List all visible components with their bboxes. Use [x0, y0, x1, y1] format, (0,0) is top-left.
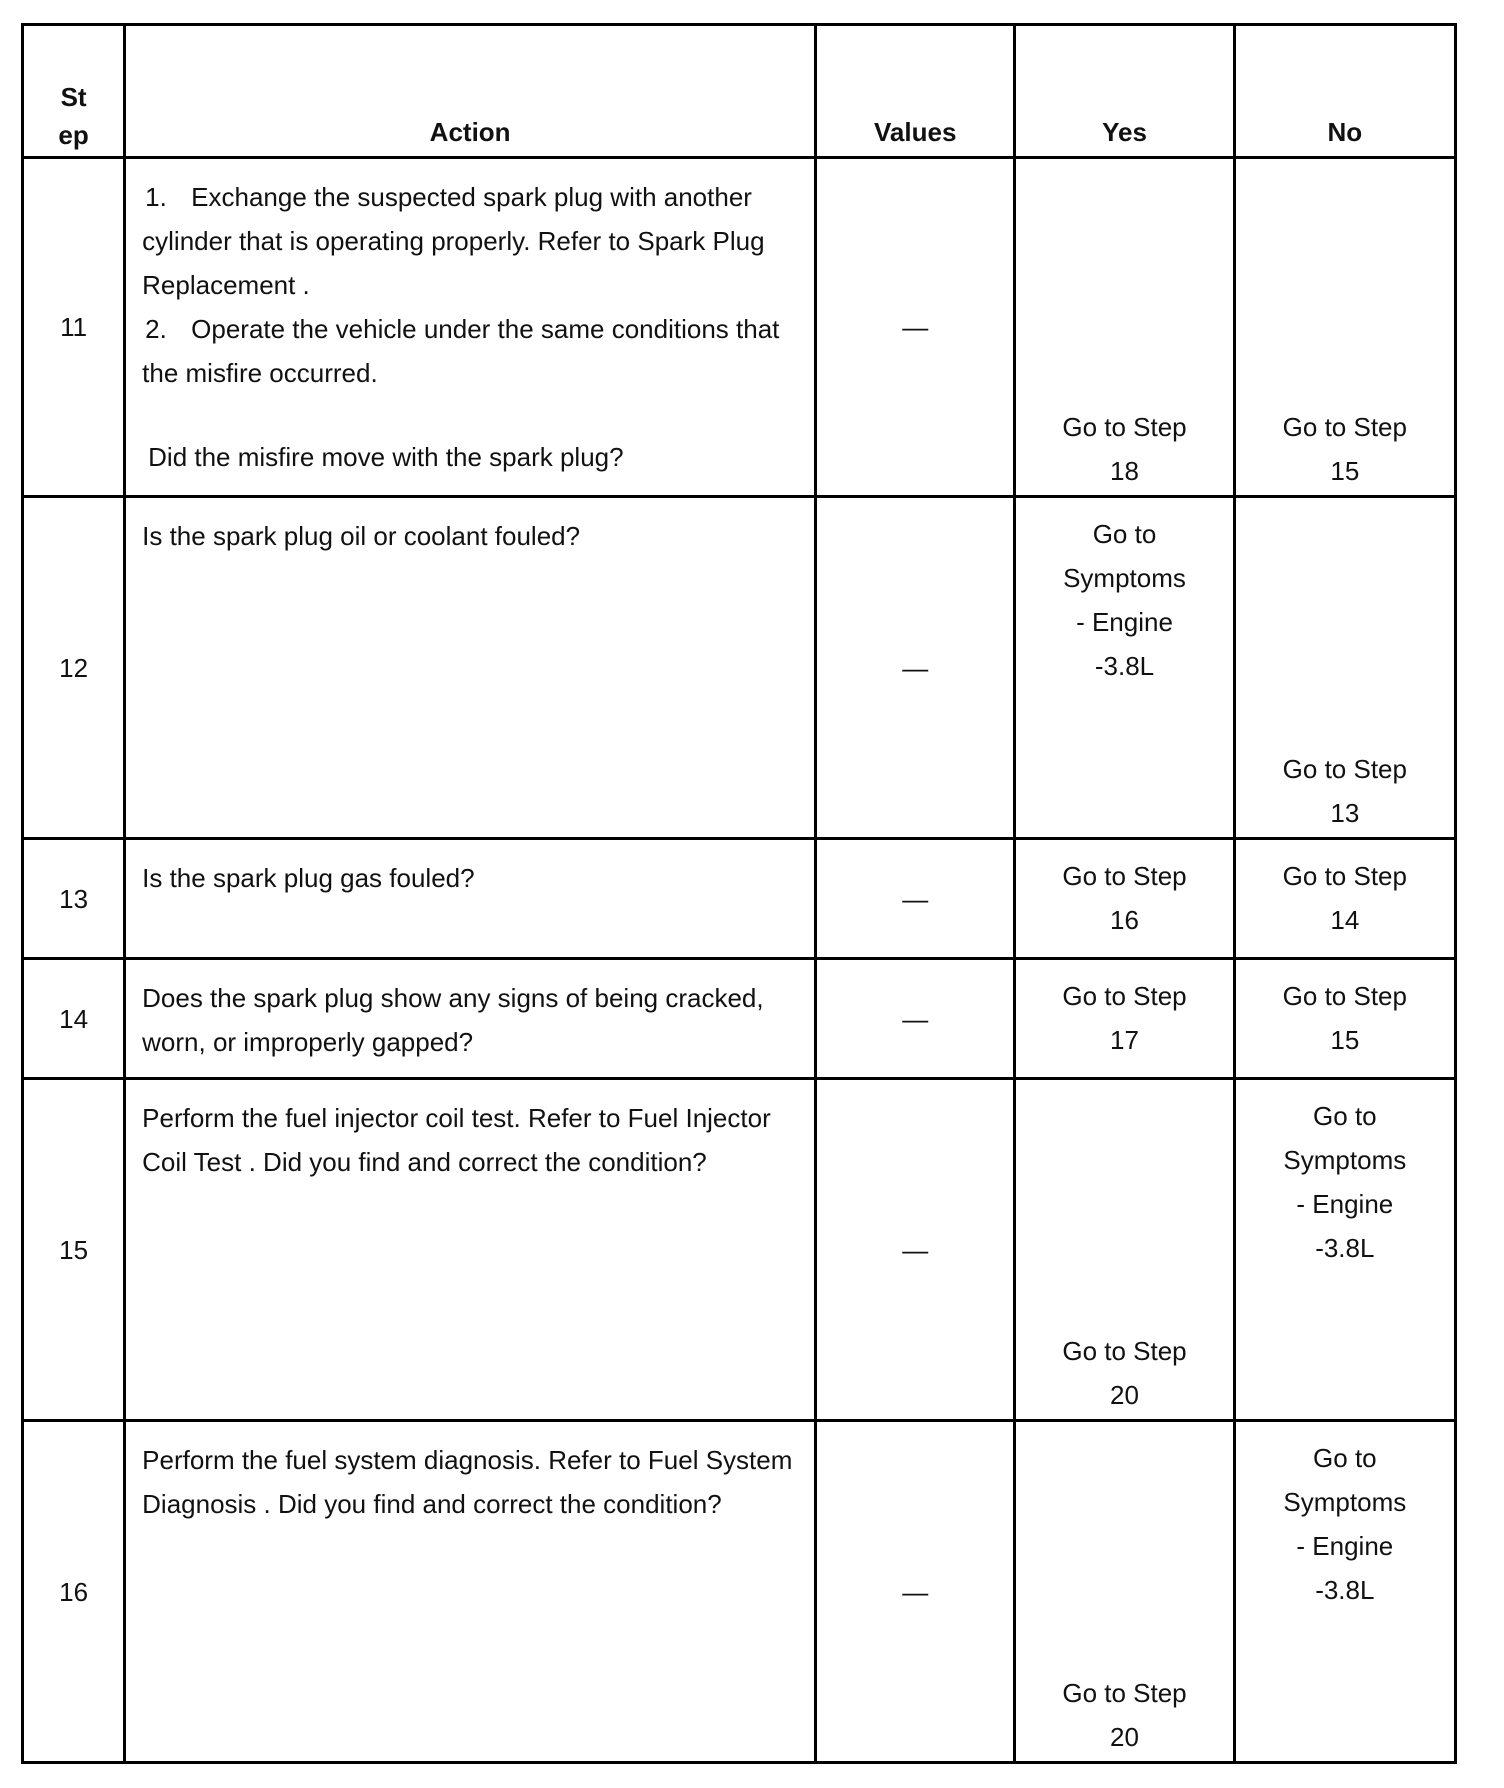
action-cell: Is the spark plug gas fouled?: [125, 839, 816, 959]
table-row: [23, 839, 1456, 959]
table-row: [23, 1079, 1456, 1421]
table-row: [23, 158, 1456, 497]
yes-link: Go to Step 16: [1062, 861, 1187, 935]
yes-link: Go to Step 20: [1062, 1678, 1187, 1752]
action-cell: Perform the fuel system diagnosis. Refer to Fuel System Diagnosis . Did you find and correct the condition?: [125, 1421, 816, 1763]
no-link: Go to Step 13: [1282, 754, 1407, 828]
diagnostic-table: [21, 23, 1457, 1764]
list-item: 2. Operate the vehicle under the same conditions that the misfire occurred.: [142, 314, 780, 388]
step-number: 14: [23, 959, 125, 1079]
action-list: [142, 175, 798, 395]
step-number: 12: [23, 497, 125, 839]
no-cell: [1234, 158, 1455, 497]
values-cell: —: [816, 1421, 1015, 1763]
header-row: [23, 25, 1456, 158]
values-cell: —: [816, 959, 1015, 1079]
yes-cell: [1015, 1421, 1234, 1763]
no-link: Go to Symptoms - Engine -3.8L: [1283, 1101, 1407, 1263]
yes-link: Go to Symptoms - Engine -3.8L: [1063, 519, 1186, 681]
yes-link: Go to Step 20: [1062, 1336, 1187, 1410]
values-cell: —: [816, 1079, 1015, 1421]
action-cell: Perform the fuel injector coil test. Refer to Fuel Injector Coil Test . Did you find and correct the condition?: [125, 1079, 816, 1421]
values-cell: —: [816, 158, 1015, 497]
action-cell: Does the spark plug show any signs of being cracked, worn, or improperly gapped?: [125, 959, 816, 1079]
header-no: No: [1234, 25, 1455, 158]
no-link: Go to Step 15: [1282, 412, 1407, 486]
step-number: 16: [23, 1421, 125, 1763]
step-number: 11: [23, 158, 125, 497]
step-number: 13: [23, 839, 125, 959]
values-cell: —: [816, 839, 1015, 959]
yes-cell: [1015, 158, 1234, 497]
no-link: Go to Step 15: [1282, 981, 1407, 1055]
table-row: [23, 959, 1456, 1079]
action-cell: Is the spark plug oil or coolant fouled?: [125, 497, 816, 839]
no-cell: [1234, 1421, 1455, 1763]
no-cell: [1234, 839, 1455, 959]
values-cell: —: [816, 497, 1015, 839]
yes-cell: [1015, 959, 1234, 1079]
header-step: St ep: [23, 25, 125, 158]
yes-link: Go to Step 17: [1062, 981, 1187, 1055]
yes-cell: [1015, 497, 1234, 839]
yes-cell: [1015, 839, 1234, 959]
no-cell: [1234, 497, 1455, 839]
no-link: Go to Step 14: [1282, 861, 1407, 935]
list-item: 1. Exchange the suspected spark plug with another cylinder that is operating properly. Refer to Spark Plug Replacement .: [142, 182, 765, 300]
table-row: [23, 1421, 1456, 1763]
table-row: [23, 497, 1456, 839]
header-action: Action: [125, 25, 816, 158]
step-number: 15: [23, 1079, 125, 1421]
header-yes: Yes: [1015, 25, 1234, 158]
action-question: Did the misfire move with the spark plug?: [148, 442, 624, 472]
yes-link: Go to Step 18: [1062, 412, 1187, 486]
action-cell: [125, 158, 816, 497]
no-cell: [1234, 1079, 1455, 1421]
no-cell: [1234, 959, 1455, 1079]
header-values: Values: [816, 25, 1015, 158]
no-link: Go to Symptoms - Engine -3.8L: [1283, 1443, 1407, 1605]
yes-cell: [1015, 1079, 1234, 1421]
